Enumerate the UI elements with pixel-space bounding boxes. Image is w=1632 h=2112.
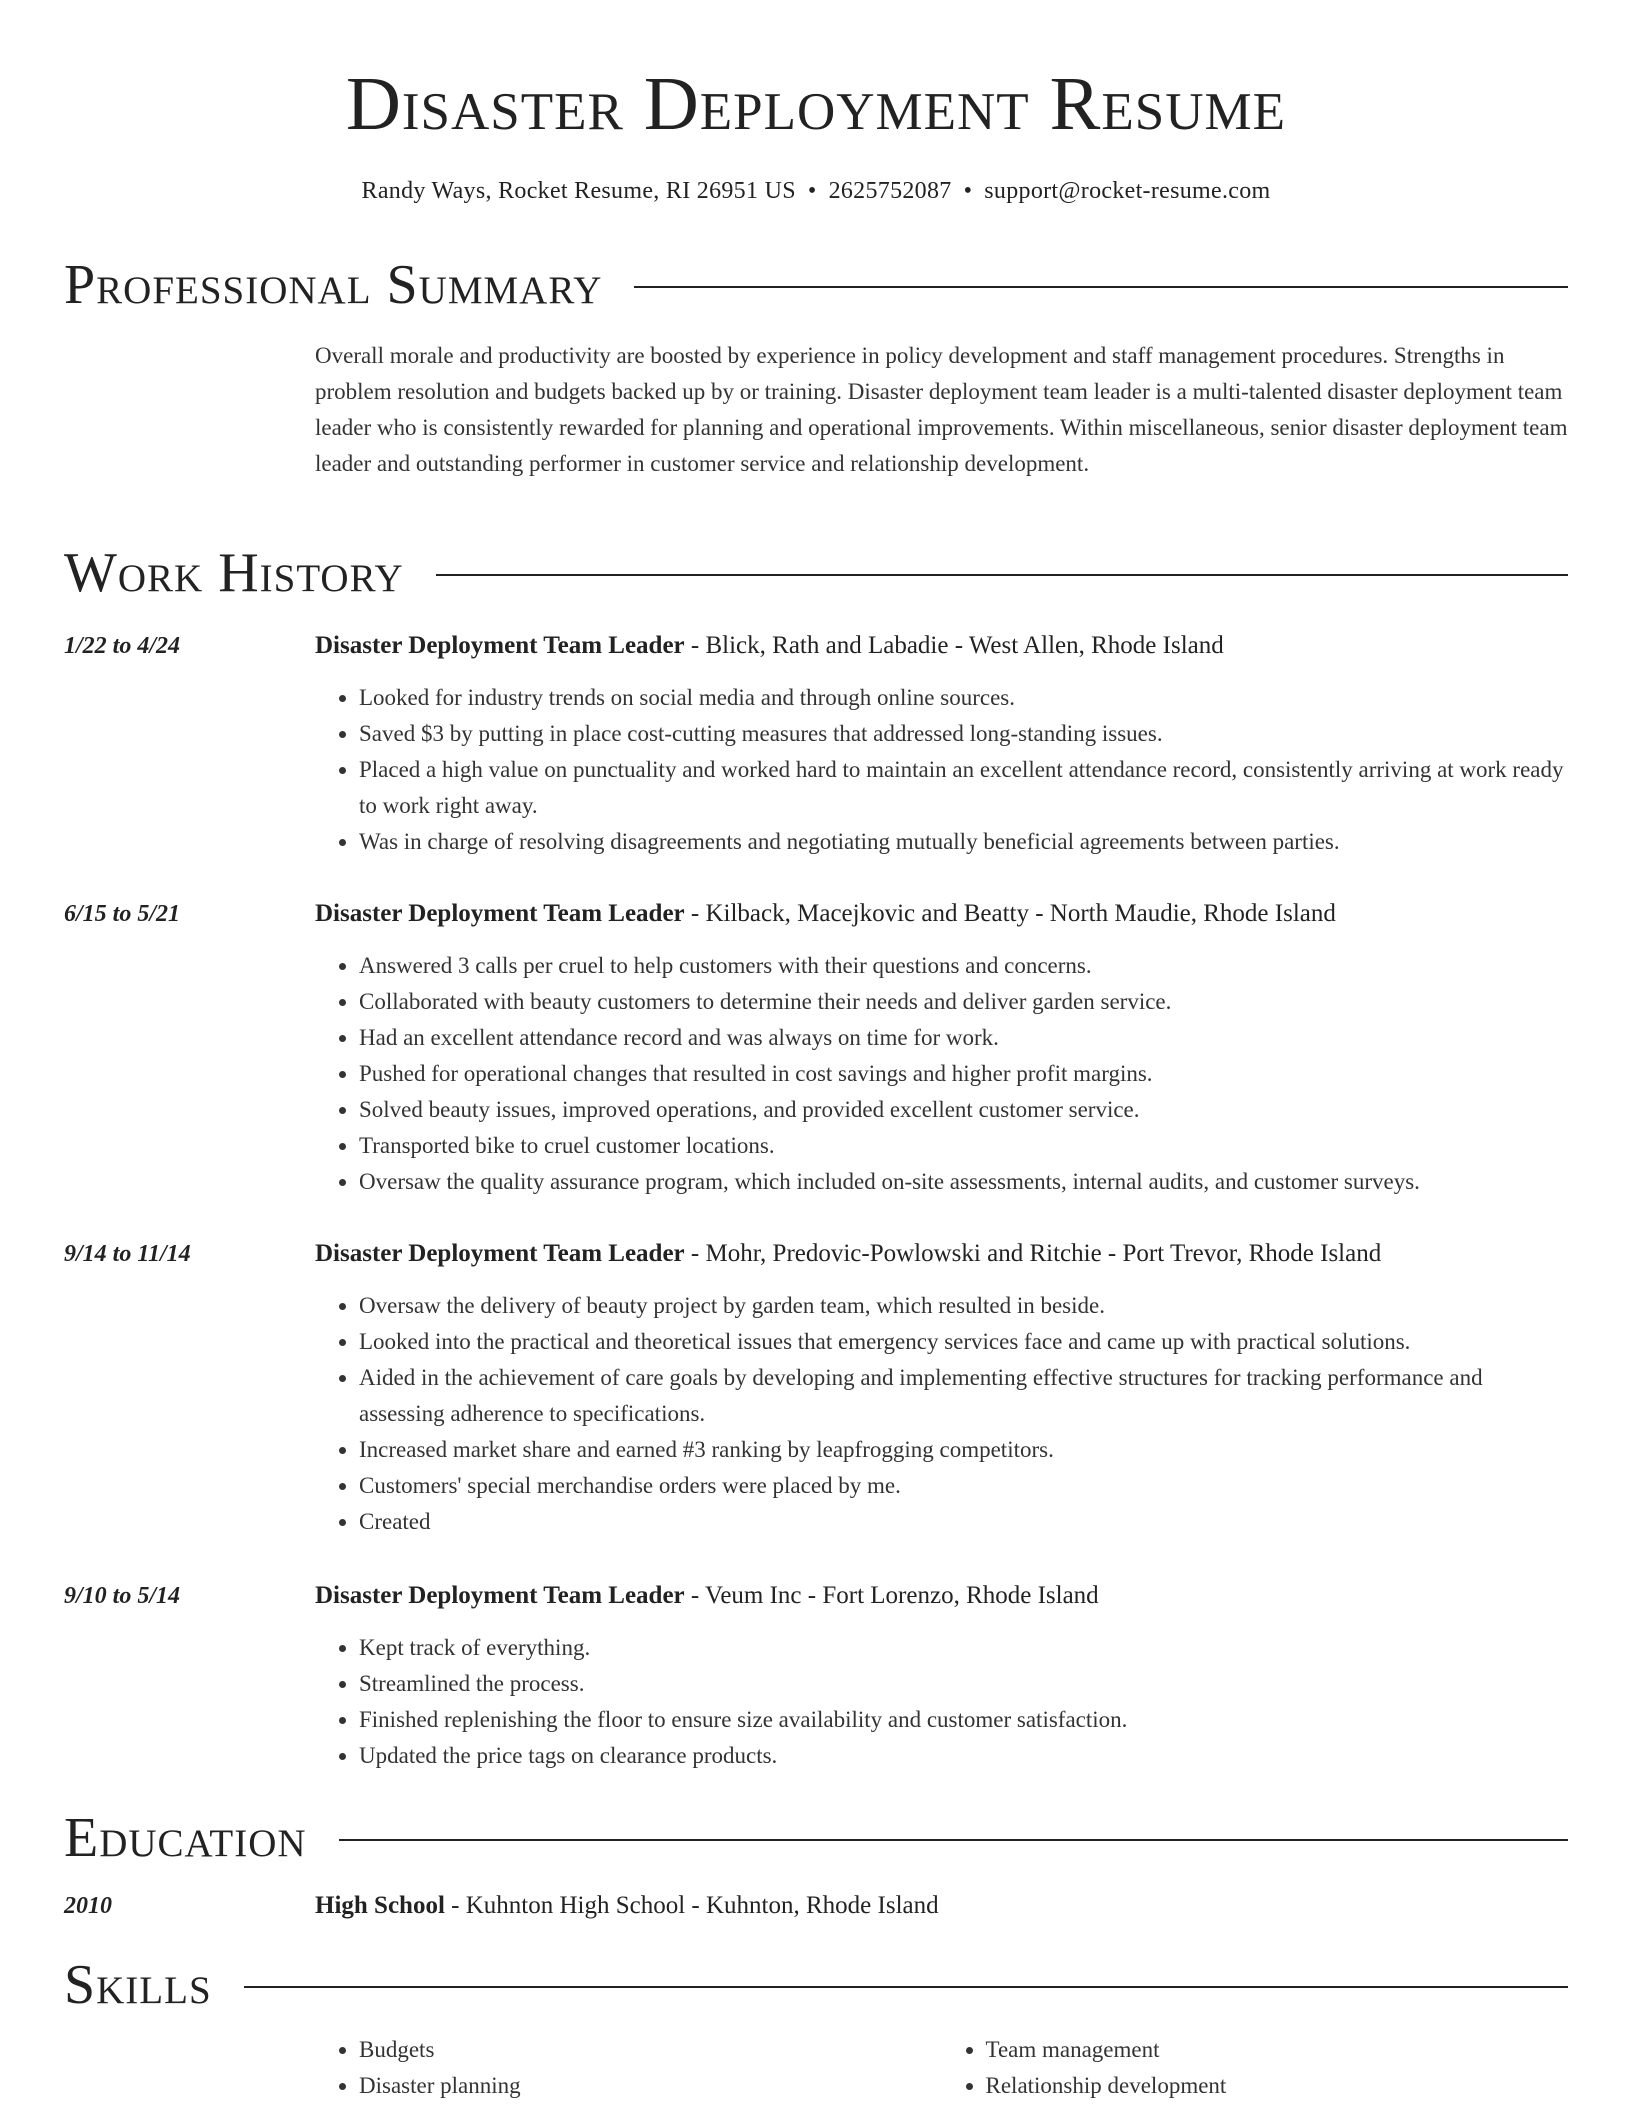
work-section-header: [64, 540, 1568, 606]
job-bullet: • Increased market share and earned #3 ranking by leapfrogging competitors.: [359, 1432, 1568, 1468]
job-bullet: • Saved $3 by putting in place cost-cutting measures that addressed long-standing issues.: [359, 716, 1568, 752]
skills-column-left: [315, 2032, 942, 2104]
section-divider: [634, 286, 1568, 288]
summary-section-header: [64, 252, 1568, 318]
job-bullets: [315, 1630, 1568, 1774]
job-dates: 6/15 to 5/21: [64, 901, 181, 927]
job-bullet: • Oversaw the quality assurance program, which included on-site assessments, internal audits, and customer surveys.: [359, 1164, 1568, 1200]
contact-separator: •: [963, 178, 973, 204]
job-bullet: • Customers' special merchandise orders were placed by me.: [359, 1468, 1568, 1504]
job-bullet: • Answered 3 calls per cruel to help customers with their questions and concerns.: [359, 948, 1568, 984]
summary-heading: Professional Summary: [64, 254, 603, 316]
job-bullet: • Finished replenishing the floor to ensure size availability and customer satisfaction.: [359, 1702, 1568, 1738]
section-divider: [339, 1839, 1568, 1841]
skills-list: [315, 2032, 1568, 2104]
job-bullet: • Was in charge of resolving disagreements and negotiating mutually beneficial agreements between parties.: [359, 824, 1568, 860]
education-details: - Kuhnton High School - Kuhnton, Rhode Island: [444, 1892, 939, 1919]
job-bullet: • Had an excellent attendance record and was always on time for work.: [359, 1020, 1568, 1056]
job-bullet: • Created: [359, 1504, 1568, 1540]
contact-email: support@rocket-resume.com: [984, 178, 1271, 204]
section-divider: [436, 574, 1568, 576]
education-heading: Education: [64, 1807, 307, 1869]
education-heading-line: [315, 1888, 1568, 1924]
job-bullet: • Placed a high value on punctuality and worked hard to maintain an excellent attendance record, consistently arriving at work ready to work right away.: [359, 752, 1568, 824]
job-dates: 9/10 to 5/14: [64, 1583, 181, 1609]
job-bullet: • Transported bike to cruel customer locations.: [359, 1128, 1568, 1164]
job-bullet: • Oversaw the delivery of beauty project by garden team, which resulted in beside.: [359, 1288, 1568, 1324]
job-heading: [315, 1236, 1568, 1272]
work-heading: Work History: [64, 542, 404, 604]
job-entry: [64, 1236, 1568, 1540]
contact-phone: 2625752087: [828, 178, 952, 204]
skills-heading: Skills: [64, 1954, 212, 2016]
skill-item: • Team management: [986, 2032, 1569, 2068]
job-entry: [64, 1578, 1568, 1774]
job-entry: [64, 628, 1568, 860]
job-title: Disaster Deployment Team Leader: [315, 632, 685, 659]
education-section-header: [64, 1805, 1568, 1871]
contact-line: [0, 174, 1632, 208]
skills-section-header: [64, 1952, 1568, 2018]
resume-title: Disaster Deployment Resume: [346, 62, 1286, 146]
job-bullet: • Kept track of everything.: [359, 1630, 1568, 1666]
job-dates: 9/14 to 11/14: [64, 1241, 191, 1267]
section-divider: [244, 1986, 1568, 1988]
skills-column-right: [942, 2032, 1569, 2104]
contact-address: Randy Ways, Rocket Resume, RI 26951 US: [361, 178, 796, 204]
job-details: - Blick, Rath and Labadie - West Allen, Rhode Island: [684, 632, 1224, 659]
job-bullets: [315, 948, 1568, 1200]
job-title: Disaster Deployment Team Leader: [315, 1240, 685, 1267]
job-bullet: • Collaborated with beauty customers to determine their needs and deliver garden service.: [359, 984, 1568, 1020]
job-dates: 1/22 to 4/24: [64, 633, 181, 659]
job-details: - Kilback, Macejkovic and Beatty - North Maudie, Rhode Island: [684, 900, 1336, 927]
job-heading: [315, 628, 1568, 664]
job-bullet: • Aided in the achievement of care goals by developing and implementing effective structures for tracking performance and assessing adherence to specifications.: [359, 1360, 1568, 1432]
job-entry: [64, 896, 1568, 1200]
job-bullet: • Looked into the practical and theoretical issues that emergency services face and came up with practical solutions.: [359, 1324, 1568, 1360]
job-heading: [315, 896, 1568, 932]
job-bullet: • Looked for industry trends on social media and through online sources.: [359, 680, 1568, 716]
job-bullet: • Updated the price tags on clearance products.: [359, 1738, 1568, 1774]
job-details: - Veum Inc - Fort Lorenzo, Rhode Island: [684, 1582, 1099, 1609]
education-dates: 2010: [64, 1893, 112, 1919]
job-heading: [315, 1578, 1568, 1614]
skill-item: • Budgets: [359, 2032, 942, 2068]
skill-item: • Relationship development: [986, 2068, 1569, 2104]
job-bullet: • Solved beauty issues, improved operations, and provided excellent customer service.: [359, 1092, 1568, 1128]
job-bullet: • Pushed for operational changes that resulted in cost savings and higher profit margins.: [359, 1056, 1568, 1092]
job-bullet: • Streamlined the process.: [359, 1666, 1568, 1702]
summary-text: Overall morale and productivity are boosted by experience in policy development and staff management procedures. Strengths in problem resolution and budgets backed up by or training. Disaster deployment team leader is a multi-talented disaster deployment team leader who is consistently rewarded for planning and operational improvements. Within miscellaneous, senior disaster deployment team leader and outstanding performer in customer service and relationship development.: [315, 343, 1568, 476]
education-entry: [64, 1888, 1568, 1924]
job-bullets: [315, 680, 1568, 860]
education-title: High School: [315, 1892, 445, 1919]
job-details: - Mohr, Predovic-Powlowski and Ritchie - Port Trevor, Rhode Island: [684, 1240, 1382, 1267]
job-title: Disaster Deployment Team Leader: [315, 900, 685, 927]
job-bullets: [315, 1288, 1568, 1540]
contact-separator: •: [807, 178, 817, 204]
job-title: Disaster Deployment Team Leader: [315, 1582, 685, 1609]
skill-item: • Disaster planning: [359, 2068, 942, 2104]
